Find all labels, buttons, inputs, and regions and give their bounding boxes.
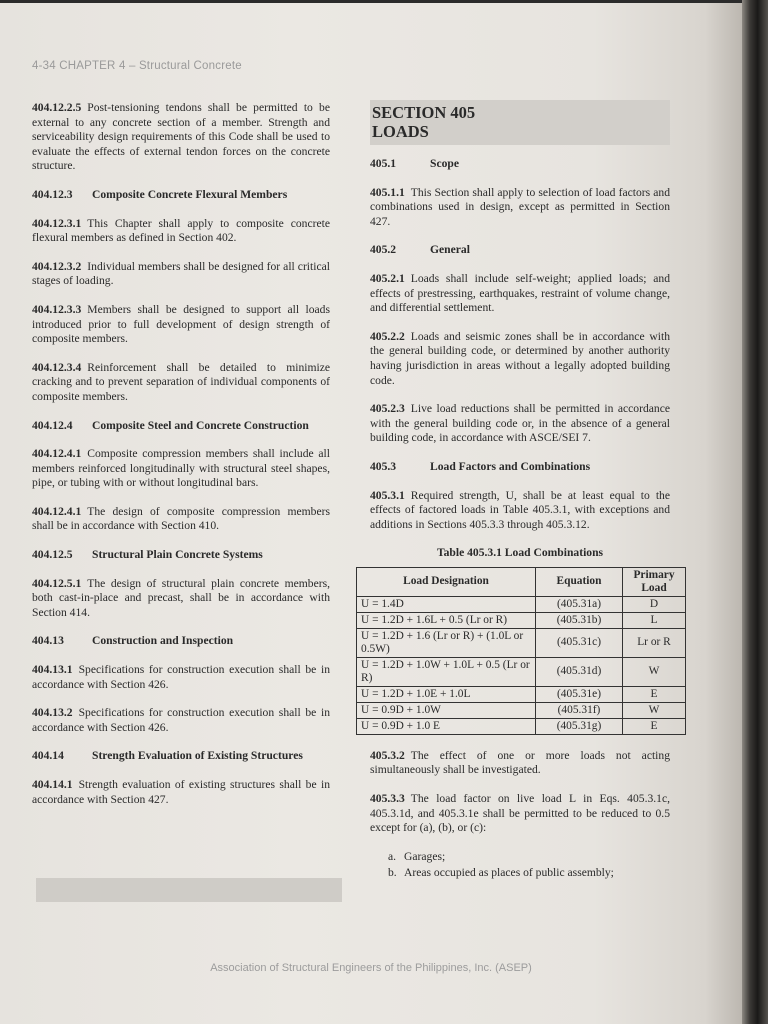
clause-number: 404.13.1 (32, 663, 73, 677)
header-load-designation: Load Designation (357, 567, 536, 596)
clause-text: Loads and seismic zones shall be in accordance with the general building code, or determined by another authority having jurisdiction in areas without a legally adopted building code. (370, 329, 670, 387)
heading-404-13 (32, 634, 330, 649)
clause-text: The effect of one or more loads not acting simultaneously shall be investigated. (370, 748, 670, 777)
heading-number: 404.12.4 (32, 418, 73, 432)
clause-404-12-2-5 (32, 101, 330, 174)
list-marker: a. (388, 849, 397, 863)
table-row (357, 686, 686, 702)
heading-number: 404.12.5 (32, 548, 73, 562)
load-designation-cell: U = 0.9D + 1.0 E (357, 718, 536, 734)
clause-404-14-1 (32, 778, 330, 807)
clause-text: The design of composite compression members shall be in accordance with Section 410. (32, 504, 330, 533)
clause-text: Live load reductions shall be permitted in accordance with the general building code or, in the absence of a general building code, in accordance with ASCE/SEI 7. (370, 402, 670, 445)
primary-load-cell: D (623, 596, 686, 612)
clause-text: Post-tensioning tendons shall be permitted to be external to any concrete section of a member. Strength and serviceability design requirements of this Code shall be used to evaluate the effects of external tendon forces on the concrete structure. (32, 101, 330, 173)
clause-number: 404.12.5.1 (32, 576, 82, 590)
clause-text: Composite compression members shall include all members reinforced longitudinally with structural steel shapes, pipe, or tubing with or without longitudinal bars. (32, 447, 330, 490)
clause-405-3-1 (370, 489, 670, 533)
heading-404-12-4 (32, 419, 330, 434)
clause-404-12-4-1 (32, 505, 330, 534)
primary-load-cell: E (623, 686, 686, 702)
equation-cell: (405.31c) (536, 628, 623, 657)
primary-load-cell: E (623, 718, 686, 734)
heading-number: 405.3 (370, 459, 397, 473)
load-designation-cell: U = 1.2D + 1.0E + 1.0L (357, 686, 536, 702)
clause-number: 404.12.4.1 (32, 447, 82, 461)
clause-404-13-2 (32, 706, 330, 735)
heading-number: 404.13 (32, 634, 64, 648)
page-footer: Association of Structural Engineers of the Philippines, Inc. (ASEP) (210, 962, 532, 974)
clause-405-1-1 (370, 186, 670, 230)
clause-405-3-3 (370, 792, 670, 836)
book-binding-shadow (742, 0, 768, 1024)
right-column-bottom (370, 749, 670, 836)
heading-number: 404.14 (32, 749, 64, 763)
clause-404-12-3-4 (32, 361, 330, 405)
section-title-line2: LOADS (372, 122, 429, 141)
primary-load-cell: Lr or R (623, 628, 686, 657)
clause-404-12-3-3 (32, 303, 330, 347)
heading-number: 404.12.3 (32, 187, 73, 201)
primary-load-cell: W (623, 702, 686, 718)
list-marker: b. (388, 866, 397, 880)
equation-cell: (405.31b) (536, 612, 623, 628)
clause-number: 404.13.2 (32, 706, 73, 720)
clause-number: 405.3.3 (370, 792, 405, 806)
section-title-box (370, 100, 670, 145)
heading-text: Composite Steel and Concrete Construction (92, 418, 309, 432)
table-title: Table 405.3.1 Load Combinations (436, 546, 604, 560)
load-designation-cell: U = 1.2D + 1.0W + 1.0L + 0.5 (Lr or R) (357, 657, 536, 686)
right-column (361, 100, 675, 883)
clause-404-12-4-1 (32, 447, 330, 491)
section-title-line1: SECTION 405 (372, 103, 476, 122)
clause-number: 404.12.3.1 (32, 216, 82, 230)
list-text: Areas occupied as places of public assembly; (404, 866, 614, 880)
list-item (388, 866, 670, 881)
clause-text: Strength evaluation of existing structures shall be in accordance with Section 427. (32, 778, 330, 806)
clause-text: Members shall be designed to support all loads introduced prior to full development of design strength of composite members. (32, 302, 330, 346)
heading-number: 405.2 (370, 243, 397, 257)
primary-load-cell: L (623, 612, 686, 628)
running-head: 4-34 CHAPTER 4 – Structural Concrete (32, 60, 242, 72)
clause-text: Specifications for construction execution shall be in accordance with Section 426. (32, 663, 330, 691)
clause-405-2-3 (370, 402, 670, 446)
heading-text: Composite Concrete Flexural Members (92, 187, 288, 201)
heading-text: Load Factors and Combinations (430, 459, 591, 473)
clause-number: 404.12.3.4 (32, 360, 82, 374)
heading-405-3 (370, 460, 670, 475)
clause-text: Specifications for construction execution shall be in accordance with Section 426. (32, 706, 330, 734)
clause-text: The load factor on live load L in Eqs. 405.3.1c, 405.3.1d, and 405.3.1e shall be permitted to be reduced to 0.5 except for (a), (b), or (c): (370, 792, 670, 835)
table-row (357, 718, 686, 734)
clause-404-13-1 (32, 663, 330, 692)
load-designation-cell: U = 1.4D (357, 596, 536, 612)
clause-text: Reinforcement shall be detailed to minimize cracking and to prevent separation of individual components of composite members. (32, 360, 330, 403)
header-primary-load: Primary Load (623, 567, 686, 596)
equation-cell: (405.31g) (536, 718, 623, 734)
clause-text: Required strength, U, shall be at least equal to the effects of factored loads in Table 405.3.1, with exceptions and additions in Sections 405.3.3 through 405.3.12. (370, 488, 670, 531)
heading-text: General (430, 243, 470, 257)
table-row (357, 596, 686, 612)
list-text: Garages; (404, 849, 446, 863)
clause-405-2-2 (370, 330, 670, 388)
clause-number: 405.3.2 (370, 748, 405, 762)
heading-405-2 (370, 243, 670, 258)
clause-number: 404.12.2.5 (32, 101, 82, 114)
top-edge-line (0, 0, 742, 3)
clause-404-12-3-2 (32, 260, 330, 289)
clause-text: This Chapter shall apply to composite concrete flexural members as defined in Section 402. (32, 216, 330, 245)
clause-number: 404.14.1 (32, 778, 73, 791)
heading-404-12-3 (32, 188, 330, 203)
clause-number: 405.3.1 (370, 488, 405, 502)
table-row (357, 612, 686, 628)
clause-404-12-5-1 (32, 577, 330, 621)
heading-text: Construction and Inspection (92, 634, 234, 648)
table-row (357, 702, 686, 718)
clause-text: This Section shall apply to selection of load factors and combinations used in design, except as permitted in Section 427. (370, 185, 670, 228)
primary-load-cell: W (623, 657, 686, 686)
clause-number: 404.12.3.2 (32, 259, 82, 273)
load-designation-cell: U = 1.2D + 1.6 (Lr or R) + (1.0L or 0.5W) (357, 628, 536, 657)
heading-404-12-5 (32, 548, 330, 563)
heading-404-14 (32, 749, 330, 764)
equation-cell: (405.31d) (536, 657, 623, 686)
header-equation: Equation (536, 567, 623, 596)
equation-cell: (405.31f) (536, 702, 623, 718)
equation-cell: (405.31a) (536, 596, 623, 612)
exception-list (388, 850, 670, 881)
clause-404-12-3-1 (32, 217, 330, 246)
heading-text: Strength Evaluation of Existing Structures (92, 749, 303, 763)
table-header-row (357, 567, 686, 596)
clause-text: Loads shall include self-weight; applied loads; and effects of prestressing, earthquakes, restraint of volume change, and differential settlement. (370, 271, 670, 315)
heading-405-1 (370, 157, 670, 172)
clause-405-3-2 (370, 749, 670, 778)
heading-text: Scope (430, 157, 459, 170)
clause-number: 404.12.3.3 (32, 302, 82, 316)
clause-text: The design of structural plain concrete members, both cast-in-place and precast, shall be in accordance with Section 414. (32, 576, 330, 619)
equation-cell: (405.31e) (536, 686, 623, 702)
clause-405-2-1 (370, 272, 670, 316)
load-designation-cell: U = 1.2D + 1.6L + 0.5 (Lr or R) (357, 612, 536, 628)
clause-number: 405.2.1 (370, 271, 405, 285)
clause-number: 405.2.2 (370, 329, 405, 343)
heading-text: Structural Plain Concrete Systems (92, 548, 263, 562)
load-combinations-table (356, 567, 686, 735)
heading-number: 405.1 (370, 157, 397, 170)
clause-text: Individual members shall be designed for all critical stages of loading. (32, 259, 330, 288)
table-row (357, 657, 686, 686)
load-designation-cell: U = 0.9D + 1.0W (357, 702, 536, 718)
list-item (388, 850, 670, 865)
left-column (32, 101, 330, 821)
clause-number: 405.2.3 (370, 402, 405, 416)
grey-shaded-bar (36, 878, 342, 902)
table-row (357, 628, 686, 657)
clause-number: 404.12.4.1 (32, 504, 82, 518)
right-column-top (370, 157, 670, 532)
clause-number: 405.1.1 (370, 185, 405, 199)
